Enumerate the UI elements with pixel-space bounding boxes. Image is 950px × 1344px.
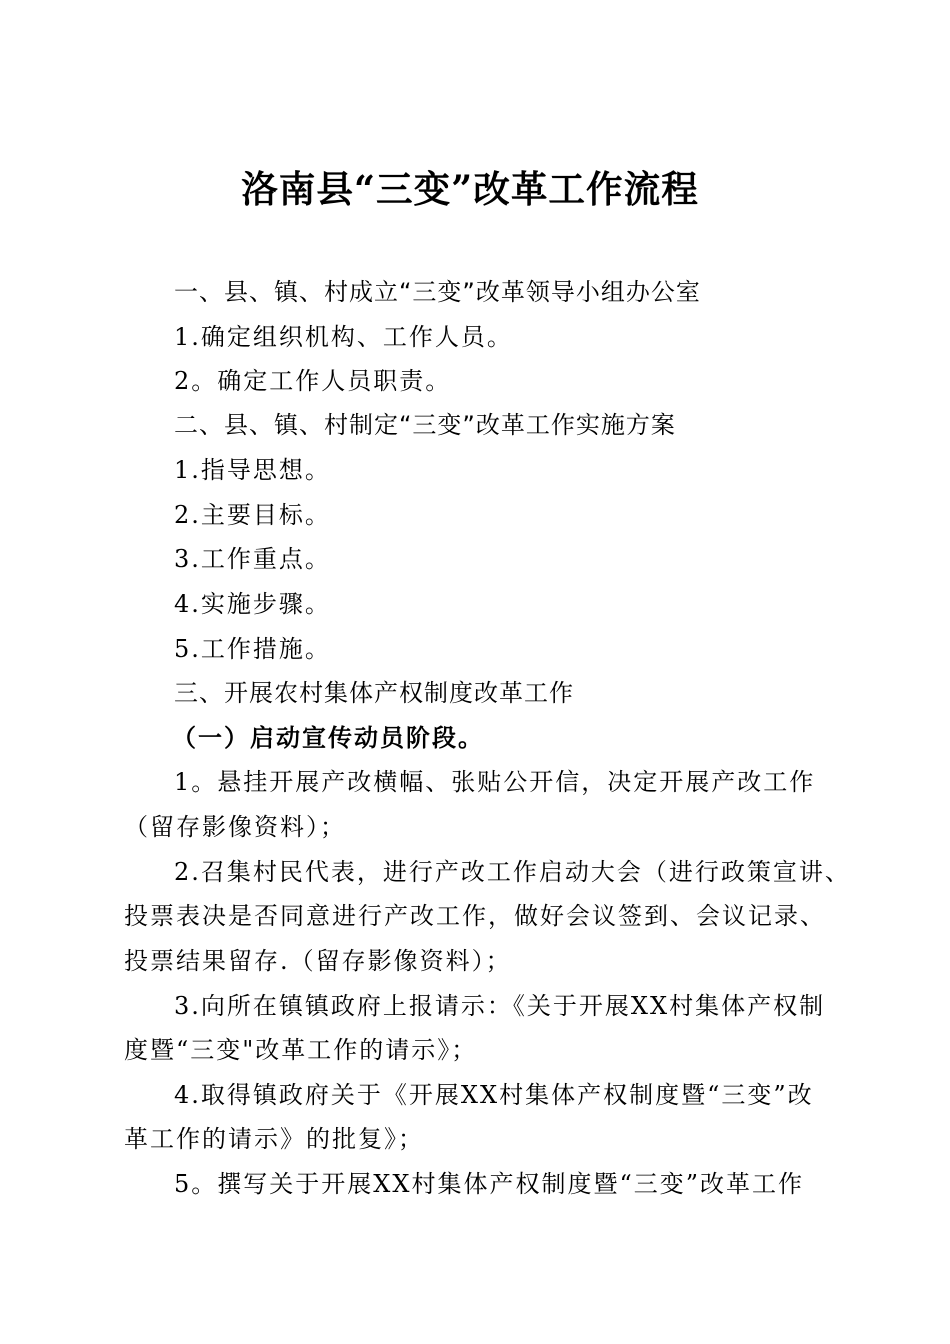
section-heading-2: 二、县、镇、村制定“三变”改革工作实施方案 — [174, 411, 676, 439]
paragraph-line: 5。撰写关于开展XX村集体产权制度暨“三变”改革工作 — [174, 1170, 804, 1198]
paragraph-line: 2.召集村民代表，进行产改工作启动大会（进行政策宣讲、 — [174, 858, 851, 886]
list-item: 3.工作重点。 — [174, 545, 331, 573]
paragraph-line: 1。悬挂开展产改横幅、张贴公开信，决定开展产改工作 — [174, 768, 816, 796]
paragraph-line: 投票表决是否同意进行产改工作，做好会议签到、会议记录、 — [124, 902, 826, 930]
paragraph-line: 革工作的请示》的批复》； — [124, 1125, 424, 1153]
list-item: 1.指导思想。 — [174, 456, 331, 484]
section-heading-3: 三、开展农村集体产权制度改革工作 — [174, 679, 574, 707]
paragraph-line: 4.取得镇政府关于《开展XX村集体产权制度暨“三变”改 — [174, 1081, 814, 1109]
list-item: 2。确定工作人员职责。 — [174, 367, 452, 395]
list-item: 4.实施步骤。 — [174, 590, 331, 618]
section-heading-1: 一、县、镇、村成立“三变”改革领导小组办公室 — [174, 278, 701, 306]
paragraph-line: 投票结果留存.（留存影像资料）； — [124, 947, 512, 975]
paragraph-line: 3.向所在镇镇政府上报请示：《关于开展XX村集体产权制 — [174, 992, 826, 1020]
list-item: 1.确定组织机构、工作人员。 — [174, 323, 513, 351]
page-title: 洛南县“三变”改革工作流程 — [241, 167, 699, 211]
subsection-heading: （一）启动宣传动员阶段。 — [172, 723, 484, 752]
paragraph-line: （留存影像资料）； — [124, 813, 346, 841]
paragraph-line: 度暨“三变"改革工作的请示》； — [124, 1036, 478, 1064]
list-item: 5.工作措施。 — [174, 635, 331, 663]
list-item: 2.主要目标。 — [174, 501, 331, 529]
